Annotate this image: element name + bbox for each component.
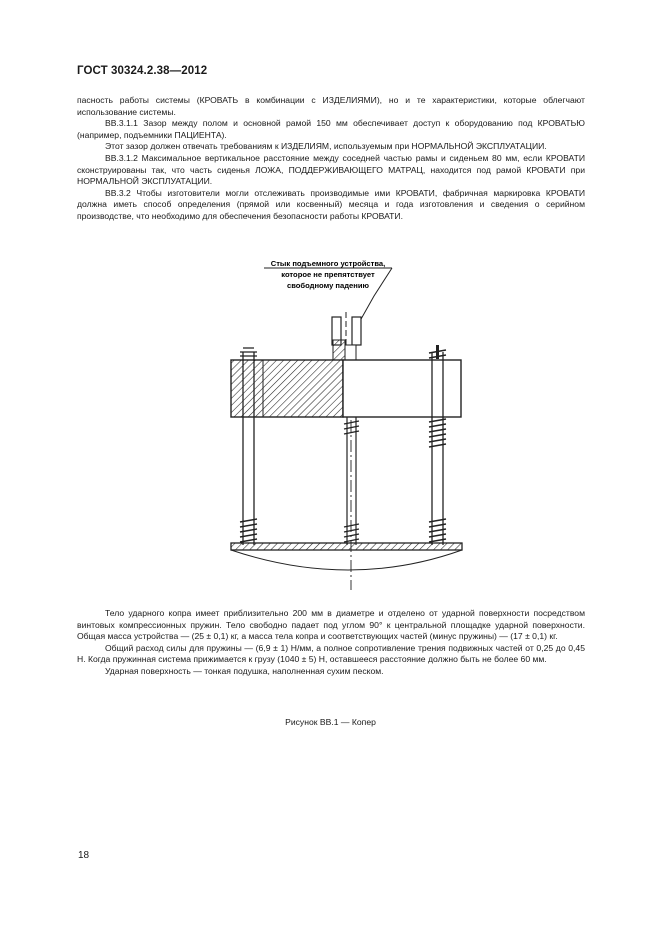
drop-body bbox=[231, 360, 461, 417]
bottom-text-block bbox=[77, 608, 585, 678]
paragraph: Общий расход силы для пружины — (6,9 ± 1) Н/мм, а полное сопротивление трения подвижных частей от 0,25 до 0,45 Н. Когда пружинная система прижимается к грузу (1040 ± 5) Н, оставшееся расстояние должно быть не более 60 мм. bbox=[77, 642, 585, 665]
paragraph: Тело ударного копра имеет приблизительно 200 мм в диаметре и отделено от ударной поверхности посредством винтовых компрессионных пружин. Тело свободно падает под углом 90° к центральной площадке ударной поверхности. Общая масса устройства — (25 ± 0,1) кг, а масса тела копра и соответствующих частей (минус пружины) — (17 ± 0,1) кг. bbox=[77, 608, 585, 642]
paragraph: ВВ.3.1.1 Зазор между полом и основной рамой 150 мм обеспечивает доступ к оборудованию под КРОВАТЬЮ (например, подъемники ПАЦИЕНТА). bbox=[77, 118, 585, 140]
page-number: 18 bbox=[78, 850, 90, 861]
callout-line-3: свободному падению bbox=[286, 281, 370, 290]
joint-assembly bbox=[332, 312, 361, 360]
paragraph: ВВ.3.1.2 Максимальное вертикальное расстояние между соседней частью рамы и сиденьем 80 мм, если КРОВАТИ сконструированы так, что часть сиденья ЛОЖА, ПОДДЕРЖИВАЮЩЕГО МАТРАЦ, находится под рамой КРОВАТИ при НОРМАЛЬНОЙ ЭКСПЛУАТАЦИИ. bbox=[77, 152, 585, 187]
figure-caption: Рисунок ВВ.1 — Копер bbox=[285, 717, 376, 727]
base-plate bbox=[231, 543, 462, 570]
paragraph: Этот зазор должен отвечать требованиям к ИЗДЕЛИЯМ, используемым при НОРМАЛЬНОЙ ЭКСПЛУАТАЦИИ. bbox=[105, 141, 547, 152]
paragraph: пасность работы системы (КРОВАТЬ в комбинации с ИЗДЕЛИЯМИ), но и те характеристики, которые облегчают использование системы. bbox=[77, 95, 585, 117]
callout-line-1: Стык подъемного устройства, bbox=[270, 259, 386, 268]
paragraph: Ударная поверхность — тонкая подушка, наполненная сухим песком. bbox=[105, 665, 384, 676]
document-header: ГОСТ 30324.2.38—2012 bbox=[77, 65, 208, 77]
callout-line-2: которое не препятствует bbox=[281, 270, 375, 279]
paragraph: ВВ.3.2 Чтобы изготовители могли отслеживать производимые ими КРОВАТИ, фабричная маркировка КРОВАТИ должна иметь способ определения (прямой или косвенный) месяца и года изготовления и сведения о серийном производстве, что необходимо для обеспечения безопасности работы КРОВАТИ. bbox=[77, 187, 585, 221]
center-spring-column bbox=[344, 417, 359, 545]
